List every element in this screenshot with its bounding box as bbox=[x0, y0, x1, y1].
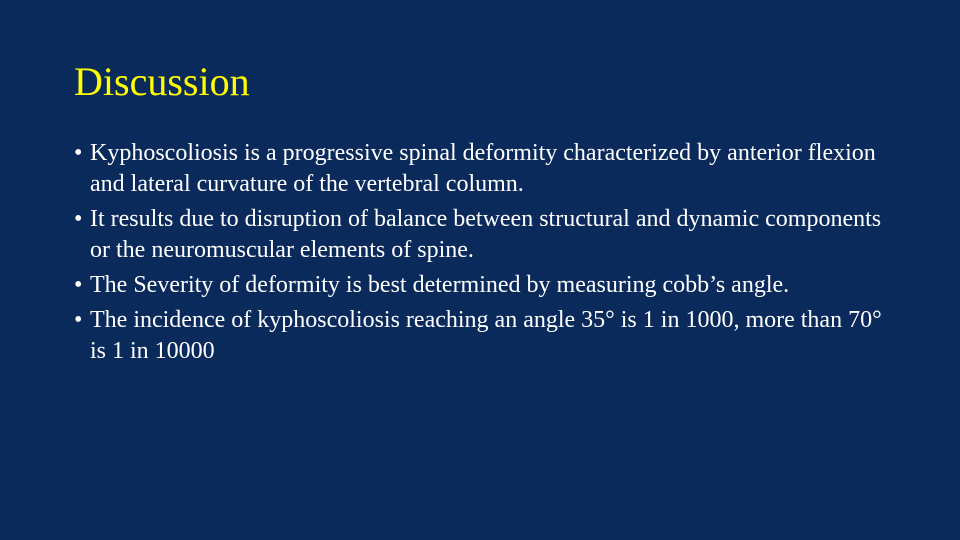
bullet-icon: • bbox=[74, 272, 83, 298]
bullet-text: It results due to disruption of balance between structural and dynamic components or the neuromuscular elements of spine. bbox=[90, 206, 882, 263]
bullet-text: Kyphoscoliosis is a progressive spinal deformity characterized by anterior flexion and lateral curvature of the vertebral column. bbox=[90, 140, 876, 197]
bullet-text: The incidence of kyphoscoliosis reaching an angle 35° is 1 in 1000, more than 70° is 1 in 10000 bbox=[90, 307, 882, 364]
slide-title: Discussion bbox=[74, 59, 250, 104]
bullet-item bbox=[74, 204, 894, 266]
bullet-icon: • bbox=[74, 206, 83, 232]
bullet-item bbox=[74, 305, 894, 367]
bullet-text: The Severity of deformity is best determined by measuring cobb’s angle. bbox=[90, 272, 790, 298]
bullet-icon: • bbox=[74, 140, 83, 166]
bullet-list bbox=[74, 138, 894, 371]
bullet-icon: • bbox=[74, 307, 83, 333]
bullet-item bbox=[74, 138, 894, 200]
bullet-item bbox=[74, 270, 894, 301]
